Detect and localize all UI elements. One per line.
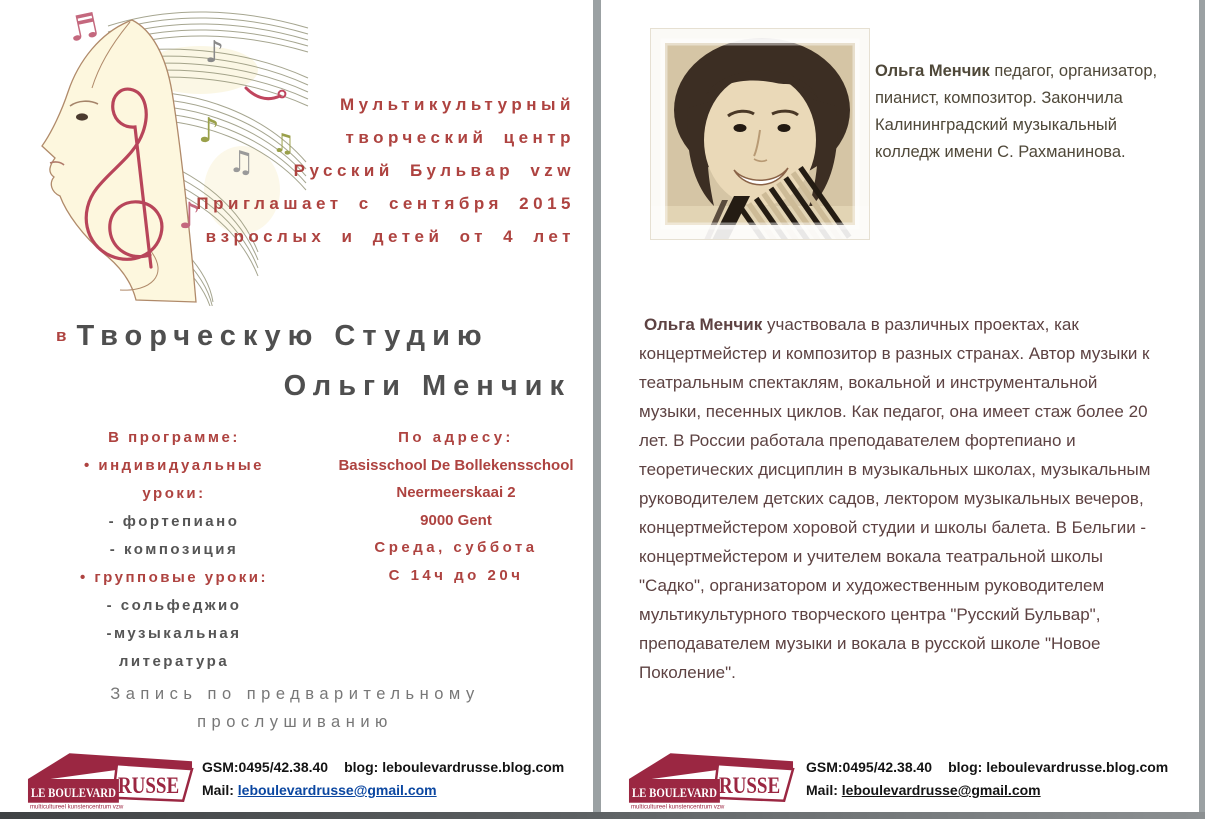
address-heading: По адресу: xyxy=(398,429,514,446)
signup-note-line: прослушиванию xyxy=(197,713,393,731)
program-item: -музыкальная xyxy=(106,625,242,642)
studio-title xyxy=(56,320,571,403)
invite-line: Приглашает с сентября 2015 xyxy=(196,194,575,213)
flyer-back-page xyxy=(601,0,1199,812)
gsm-number: GSM:0495/42.38.40 xyxy=(806,759,933,775)
program-item: - фортепиано xyxy=(108,513,240,530)
program-list xyxy=(28,424,320,676)
address-line: Среда, суббота xyxy=(374,539,538,556)
viewer-bottom-bar xyxy=(0,812,1205,819)
bio-main-text xyxy=(639,310,1159,687)
mail-link[interactable]: leboulevardrusse@gmail.com xyxy=(841,782,1041,798)
logo-russe-text: RUSSE xyxy=(718,772,781,799)
boulevard-russe-logo xyxy=(26,748,194,810)
program-item: • групповые уроки: xyxy=(80,569,268,586)
invitation-heading xyxy=(155,88,575,253)
signup-note-line: Запись по предварительному xyxy=(110,685,480,703)
flyer-front-page xyxy=(0,0,593,812)
footer xyxy=(601,748,1199,812)
svg-text:♫: ♫ xyxy=(272,129,296,159)
olga-name-bold: Ольга Менчик xyxy=(875,62,990,80)
bio-main-rest: участвовала в различных проектах, как концертмейстер и композитор в разных странах. Автор музыки к театральным спектаклям, вокальной и инструментальной музыки, песенных циклов. Как педагог, она имеет стаж более 20 лет. В России работала преподавателем фортепиано и теоретических дисциплин в музыкальных школах, музыкальным руководителем детских садов, лектором музыкальных вечеров, концертмейстером хоровой студии и школы балета. В Бельгии - концертмейстером и учителем вокала театральной школы "Садко", организатором и художественным руководителем мультикультурного творческого центра "Русский Бульвар", преподавателем музыки и вокала в русской школе "Новое Поколение". xyxy=(639,315,1151,682)
logo-le-boulevard-text: LE BOULEVARD xyxy=(30,785,116,800)
studio-title-line2: Ольги Менчик xyxy=(283,370,571,402)
eye xyxy=(76,113,88,120)
logo-russe-text: RUSSE xyxy=(117,772,180,799)
program-item: - композиция xyxy=(109,541,239,558)
footer xyxy=(0,748,593,812)
eye xyxy=(734,124,747,132)
bio-intro-rest: педагог, организатор, пианист, композитор. Закончила Калининградский музыкальный колледж имени С. Рахманинова. xyxy=(875,62,1158,161)
mail-link[interactable]: leboulevardrusse@gmail.com xyxy=(237,782,437,798)
address-line: Neermeerskaai 2 xyxy=(396,484,516,501)
mail-label: Mail: xyxy=(806,782,838,798)
program-item: литература xyxy=(118,653,230,670)
page-divider xyxy=(593,0,601,812)
viewer-right-margin xyxy=(1199,0,1205,812)
invite-line: творческий центр xyxy=(345,128,575,147)
svg-text:♬: ♬ xyxy=(64,5,103,51)
invite-line: Русский Бульвар vzw xyxy=(293,161,575,180)
boulevard-russe-logo xyxy=(627,748,795,810)
address-line: 9000 Gent xyxy=(420,511,492,529)
contact-info xyxy=(202,756,564,802)
blog-url: blog: leboulevardrusse.blog.com xyxy=(344,759,565,775)
program-item: • индивидуальные xyxy=(83,457,265,474)
mail-label: Mail: xyxy=(202,782,234,798)
olga-menchik-portrait-photo xyxy=(650,28,870,240)
svg-text:♫: ♫ xyxy=(228,145,255,180)
svg-text:♪: ♪ xyxy=(198,111,220,151)
contact-info xyxy=(806,756,1168,802)
svg-text:♪: ♪ xyxy=(178,196,201,237)
logo-le-boulevard-text: LE BOULEVARD xyxy=(631,785,717,800)
studio-title-prefix: в xyxy=(56,326,69,345)
invite-line: взрослых и детей от 4 лет xyxy=(205,227,575,246)
invite-line: Мультикультурный xyxy=(339,95,575,114)
address-block xyxy=(332,424,580,589)
program-item: - сольфеджио xyxy=(106,597,242,614)
studio-title-line1: Творческую Студию xyxy=(76,320,489,352)
blog-url: blog: leboulevardrusse.blog.com xyxy=(948,759,1169,775)
address-line: С 14ч до 20ч xyxy=(388,566,524,584)
signup-note xyxy=(60,680,530,736)
logo-subtitle-text: multicultureel kunstencentrum vzw xyxy=(29,803,124,810)
address-line: Basisschool De Bollekensschool xyxy=(338,456,574,474)
logo-subtitle-text: multicultureel kunstencentrum vzw xyxy=(630,803,725,810)
gsm-number: GSM:0495/42.38.40 xyxy=(202,759,329,775)
olga-name-bold: Ольга Менчик xyxy=(644,315,763,334)
svg-text:♪: ♪ xyxy=(205,35,225,70)
program-heading: В программе: xyxy=(108,429,240,446)
program-item: уроки: xyxy=(142,485,206,502)
eye xyxy=(778,124,791,132)
bio-intro-text xyxy=(875,58,1171,166)
